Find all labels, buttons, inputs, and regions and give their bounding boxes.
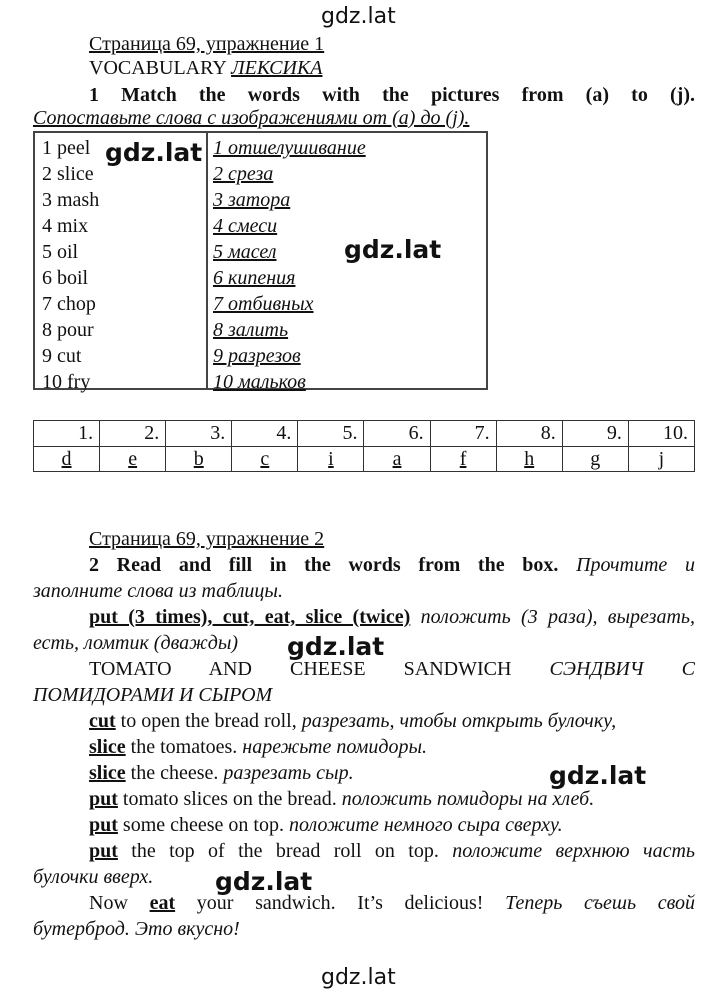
- word-box: put (3 times), cut, eat, slice (twice): [89, 606, 411, 628]
- watermark-mid: gdz.lat: [287, 632, 385, 661]
- final-word: eat: [149, 892, 176, 914]
- vocab-word-en: 2 slice: [42, 163, 94, 185]
- watermark-bottom: gdz.lat: [321, 965, 396, 990]
- answer-number-cell: 9.: [562, 421, 628, 447]
- vocabulary-divider: [206, 133, 208, 388]
- answer-letter-cell: h: [496, 446, 562, 472]
- final-now: Now: [89, 892, 150, 914]
- vocab-word-ru: 8 залить: [213, 319, 289, 341]
- ex1-task: 1 Match the words with the pictures from (a) to (j).: [89, 84, 695, 106]
- ex1-section-title: [89, 57, 322, 79]
- recipe-title-ru-1: СЭНДВИЧ С: [549, 658, 696, 680]
- vocab-word-ru: 1 отшелушивание: [213, 137, 366, 159]
- watermark-top: gdz.lat: [321, 4, 396, 29]
- step-text: the tomatoes.: [125, 736, 243, 758]
- step-ru: разрезать, чтобы открыть булочку,: [301, 710, 617, 732]
- ex2-page-ref: Страница 69, упражнение 2: [89, 528, 325, 550]
- vocab-word-ru: 10 мальков: [213, 371, 306, 393]
- answer-number-cell: 8.: [496, 421, 562, 447]
- step6-ru-line2: булочки вверх.: [33, 866, 154, 888]
- recipe-title-line2: ПОМИДОРАМИ И СЫРОМ: [33, 684, 273, 706]
- answer-letter-cell: f: [430, 446, 496, 472]
- step-word: put: [89, 788, 118, 810]
- recipe-step: [89, 838, 695, 864]
- step-ru: положите верхнюю часть: [452, 840, 696, 862]
- answer-letters-row: [34, 446, 695, 472]
- vocab-word-en: 6 boil: [42, 267, 89, 289]
- word-box-ru-1: положить (3 раза), вырезать,: [420, 606, 695, 628]
- answer-letter-cell: c: [232, 446, 298, 472]
- final-text: your sandwich. It’s delicious!: [175, 892, 506, 914]
- step-word: put: [89, 840, 118, 862]
- vocab-word-ru: 3 затора: [213, 189, 291, 211]
- recipe-step: [89, 708, 695, 734]
- word-box-line2: есть, ломтик (дважды): [33, 632, 239, 654]
- step-ru: разрезать сыр.: [223, 762, 354, 784]
- vocab-ru: ЛЕКСИКА: [231, 57, 323, 79]
- answer-number-cell: 10.: [628, 421, 694, 447]
- watermark-box-right: gdz.lat: [344, 235, 442, 264]
- step-word: cut: [89, 710, 116, 732]
- step-text: the top of the bread roll on top.: [117, 840, 453, 862]
- ex1-page-ref: Страница 69, упражнение 1: [89, 33, 325, 55]
- vocab-word-ru: 9 разрезов: [213, 345, 301, 367]
- vocab-word-en: 5 oil: [42, 241, 79, 263]
- step-ru: положить помидоры на хлеб.: [341, 788, 595, 810]
- step-ru: нарежьте помидоры.: [242, 736, 428, 758]
- final-ru-1: Теперь съешь свой: [505, 892, 696, 914]
- ex2-task-ru-1: Прочтите и: [576, 554, 695, 576]
- step-ru: положите немного сыра сверху.: [288, 814, 563, 836]
- step-word: slice: [89, 736, 126, 758]
- answer-letter-cell: e: [100, 446, 166, 472]
- ex2-task-line1: [89, 552, 695, 578]
- vocab-word-ru: 5 масел: [213, 241, 277, 263]
- final-line2: бутерброд. Это вкусно!: [33, 918, 240, 940]
- vocab-en: VOCABULARY: [89, 57, 227, 79]
- vocab-word-en: 4 mix: [42, 215, 89, 237]
- step-text: some cheese on top.: [117, 814, 289, 836]
- answer-letter-cell: i: [298, 446, 364, 472]
- ex1-task-ru: Сопоставьте слова с изображениями от (a) до (j).: [33, 107, 470, 129]
- vocab-word-en: 9 cut: [42, 345, 82, 367]
- vocab-word-en: 3 mash: [42, 189, 100, 211]
- vocab-word-ru: 2 среза: [213, 163, 274, 185]
- recipe-title-en: TOMATO AND CHEESE SANDWICH: [89, 658, 512, 680]
- answer-letter-cell: d: [34, 446, 100, 472]
- step-word: put: [89, 814, 118, 836]
- vocab-word-ru: 4 смеси: [213, 215, 278, 237]
- vocab-word-en: 10 fry: [42, 371, 91, 393]
- step-text: tomato slices on the bread.: [117, 788, 342, 810]
- vocab-word-ru: 6 кипения: [213, 267, 296, 289]
- answer-number-cell: 5.: [298, 421, 364, 447]
- ex2-task-line2: заполните слова из таблицы.: [33, 580, 283, 602]
- vocab-word-ru: 7 отбивных: [213, 293, 314, 315]
- vocab-word-en: 8 pour: [42, 319, 94, 341]
- answer-number-cell: 4.: [232, 421, 298, 447]
- watermark-box: gdz.lat: [105, 138, 203, 167]
- vocab-word-en: 7 chop: [42, 293, 96, 315]
- step-text: the cheese.: [125, 762, 224, 784]
- answer-letter-cell: b: [166, 446, 232, 472]
- answer-letter-cell: j: [628, 446, 694, 472]
- answer-table: [33, 420, 695, 472]
- recipe-step: [89, 734, 695, 760]
- step-word: slice: [89, 762, 126, 784]
- answer-number-cell: 2.: [100, 421, 166, 447]
- step-text: to open the bread roll,: [115, 710, 302, 732]
- answer-number-cell: 1.: [34, 421, 100, 447]
- vocab-word-en: 1 peel: [42, 137, 91, 159]
- watermark-steps: gdz.lat: [549, 761, 647, 790]
- word-box-line1: [89, 604, 695, 630]
- answer-letter-cell: g: [562, 446, 628, 472]
- final-line1: [89, 890, 695, 916]
- answer-number-cell: 3.: [166, 421, 232, 447]
- answer-number-cell: 7.: [430, 421, 496, 447]
- recipe-step: [89, 812, 695, 838]
- answer-letter-cell: a: [364, 446, 430, 472]
- ex2-task: 2 Read and fill in the words from the box.: [89, 554, 559, 576]
- recipe-title-line1: [89, 656, 695, 682]
- answer-number-cell: 6.: [364, 421, 430, 447]
- answer-numbers-row: [34, 421, 695, 447]
- watermark-lower: gdz.lat: [215, 867, 313, 896]
